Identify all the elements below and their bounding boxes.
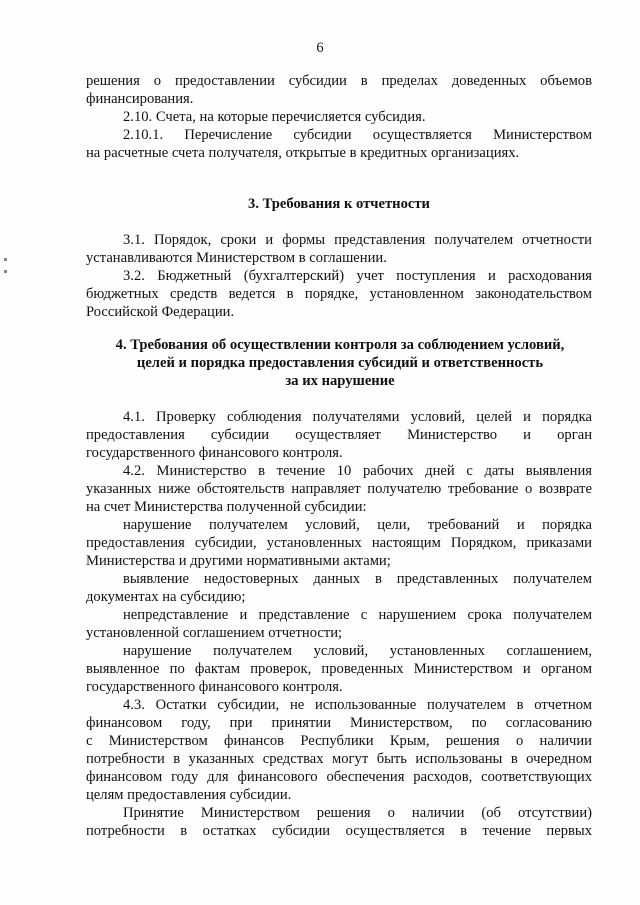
text-line: на расчетные счета получателя, открытые в кредитных организациях. — [86, 145, 520, 161]
text-line: Принятие Министерством решения о наличии (об отсутствии) — [123, 805, 592, 821]
text-line: указанных ниже обстоятельств направляет получателю требование о возврате — [86, 481, 592, 497]
text-line: выявленное по фактам проверок, проведенных Министерством и органом — [86, 661, 592, 677]
text-line: 2.10.1. Перечисление субсидии осуществляется Министерством — [123, 127, 592, 143]
text-line: 3.2. Бюджетный (бухгалтерский) учет поступления и расходования — [123, 268, 592, 284]
text-line: нарушение получателем условий, установленных соглашением, — [123, 643, 592, 659]
text-line: выявление недостоверных данных в представленных получателем — [123, 571, 592, 587]
text-line: решения о предоставлении субсидии в пределах доведенных объемов — [86, 73, 592, 89]
scan-artifact — [4, 270, 7, 273]
text-line: с Министерством финансов Республики Крым, решения о наличии — [86, 733, 592, 749]
text-line: государственного финансового контроля. — [86, 679, 343, 695]
text-line: устанавливаются Министерством в соглашении. — [86, 250, 387, 266]
text-line: 4.1. Проверку соблюдения получателями условий, целей и порядка — [123, 409, 592, 425]
text-line: нарушение получателем условий, цели, требований и порядка — [123, 517, 592, 533]
section-heading: за их нарушение — [285, 373, 395, 389]
text-line: финансирования. — [86, 91, 194, 107]
text-line: 4.2. Министерство в течение 10 рабочих дней с даты выявления — [123, 463, 592, 479]
text-line: на счет Министерства полученной субсидии: — [86, 499, 367, 515]
text-line: потребности в указанных средствах могут быть использованы в очередном — [86, 751, 592, 767]
text-line: 3.1. Порядок, сроки и формы представления получателем отчетности — [123, 232, 592, 248]
text-line: 4.3. Остатки субсидии, не использованные получателем в отчетном — [123, 697, 592, 713]
section-heading: 3. Требования к отчетности — [248, 196, 430, 212]
text-line: финансовом году, при принятии Министерством, по согласованию — [86, 715, 592, 731]
scan-artifact — [4, 258, 7, 261]
text-line: предоставления субсидии осуществляет Министерство и орган — [86, 427, 592, 443]
text-line: потребности в остатках субсидии осуществляется в течение первых — [86, 823, 592, 839]
text-line: установленной соглашением отчетности; — [86, 625, 343, 641]
text-line: предоставления субсидии, установленных настоящим Порядком, приказами — [86, 535, 592, 551]
page-number: 6 — [316, 40, 324, 56]
text-line: Российской Федерации. — [86, 304, 235, 320]
section-heading: 4. Требования об осуществлении контроля за соблюдением условий, — [115, 337, 565, 353]
text-line: непредставление и представление с нарушением срока получателем — [123, 607, 592, 623]
text-line: целям предоставления субсидии. — [86, 787, 292, 803]
text-line: бюджетных средств ведется в порядке, установленном законодательством — [86, 286, 592, 302]
section-heading: целей и порядка предоставления субсидий и ответственность — [136, 355, 544, 371]
text-line: Министерства и другими нормативными актами; — [86, 553, 391, 569]
text-line: финансовом году для финансового обеспечения расходов, соответствующих — [86, 769, 592, 785]
text-line: 2.10. Счета, на которые перечисляется субсидия. — [123, 109, 426, 125]
text-line: документах на субсидию; — [86, 589, 246, 605]
text-line: государственного финансового контроля. — [86, 445, 343, 461]
